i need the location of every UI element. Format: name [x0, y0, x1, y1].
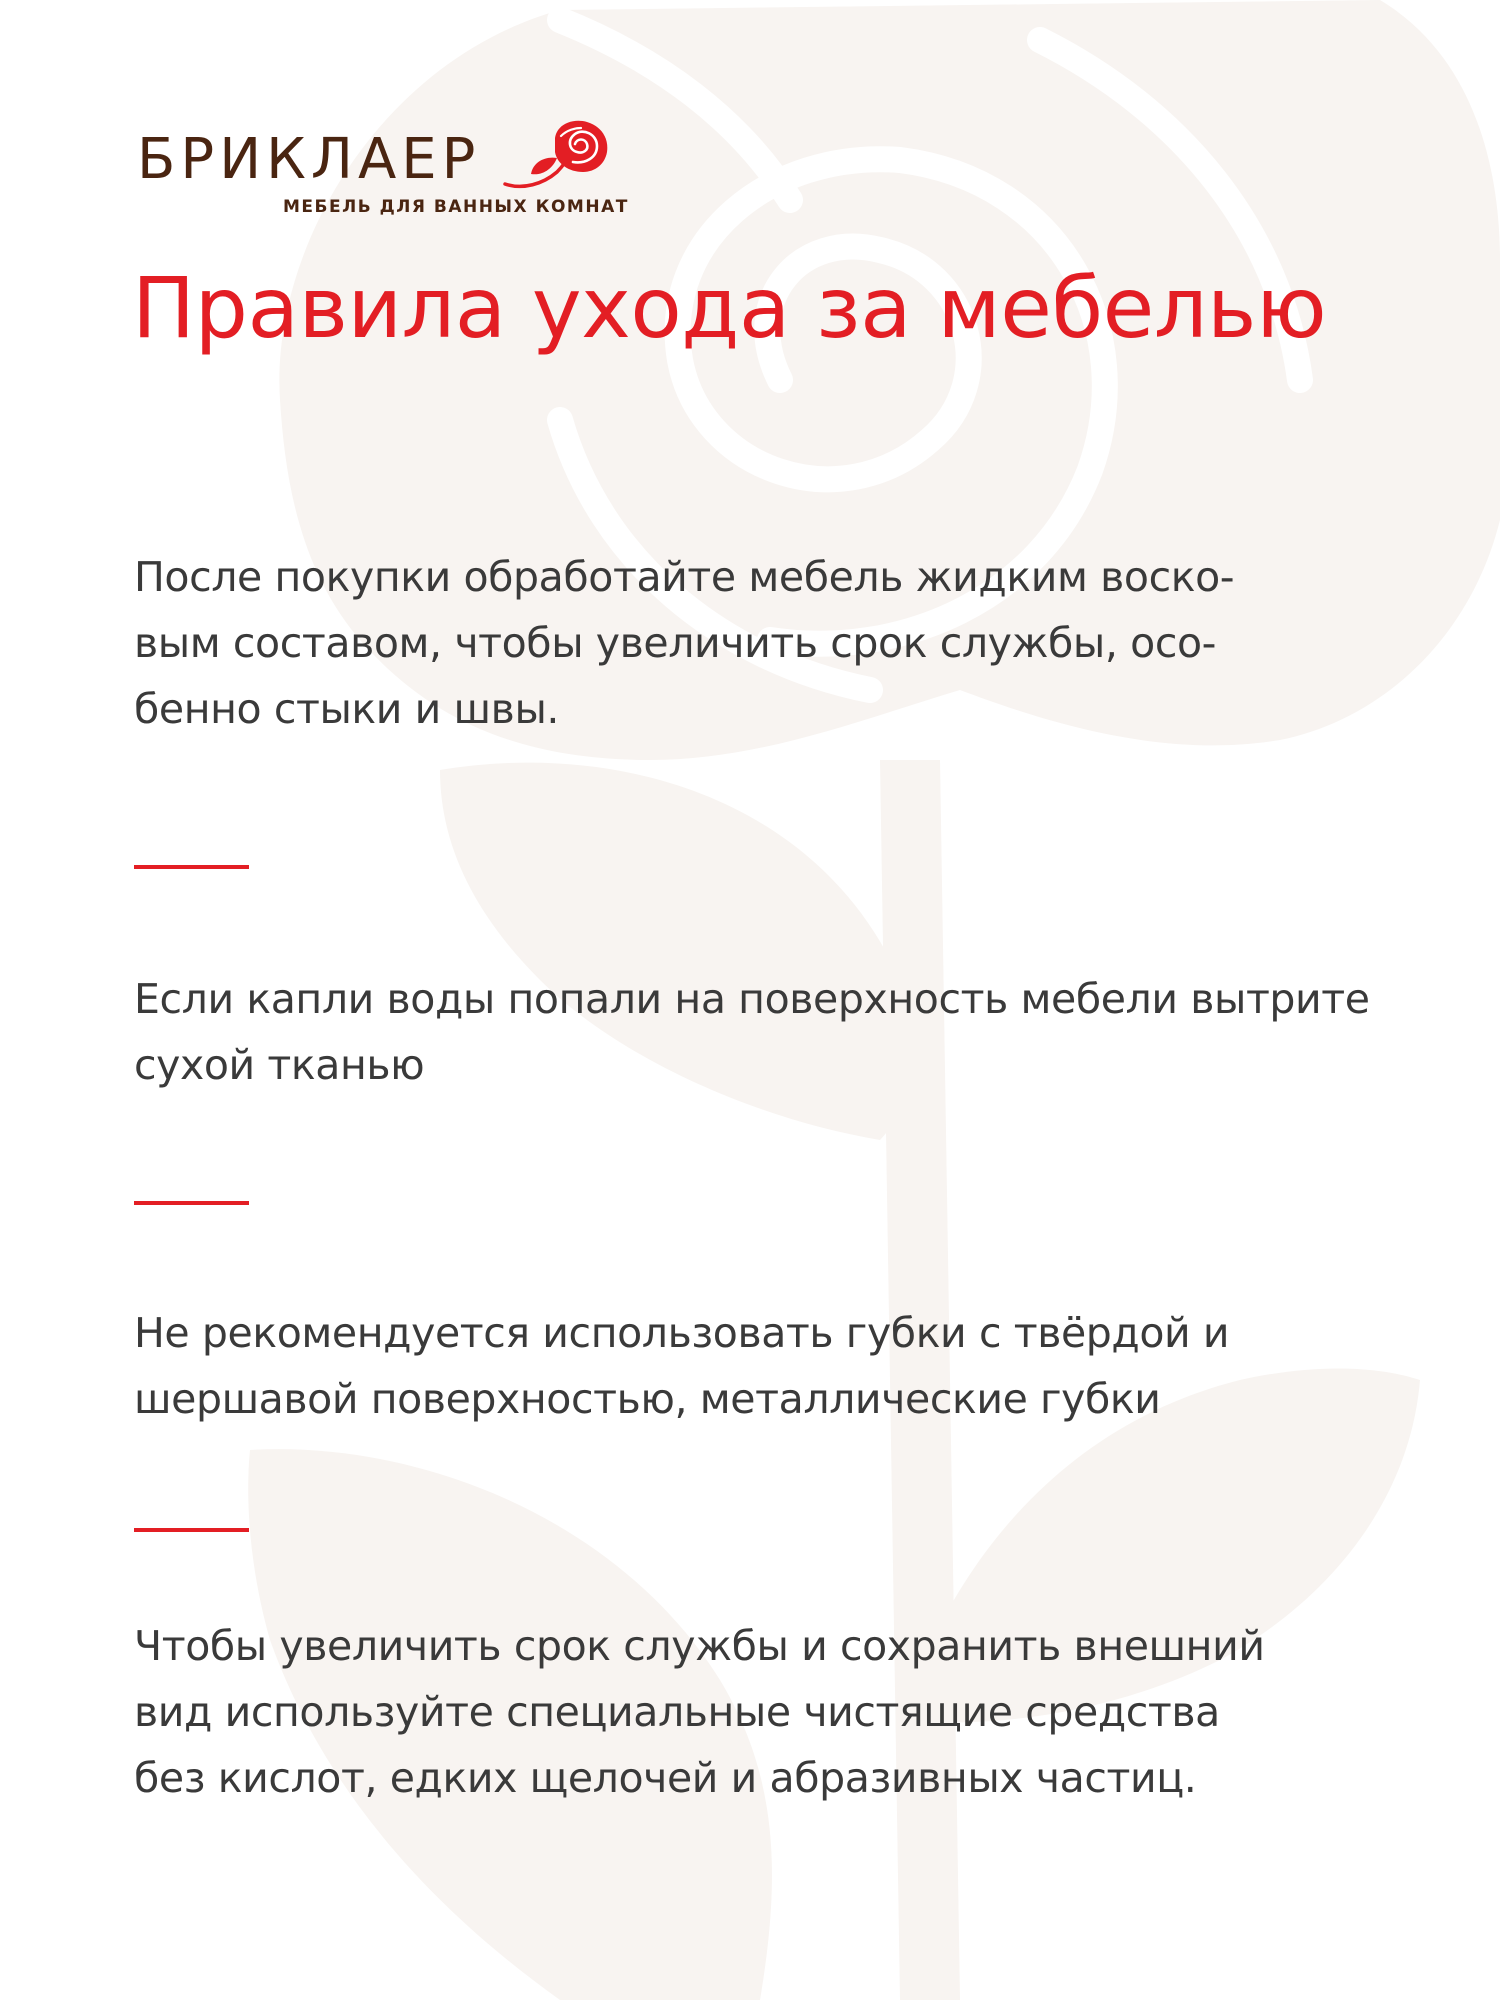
tip-4	[134, 1613, 1464, 1811]
divider-2	[134, 1201, 249, 1205]
tip-1-line-2: вым составом, чтобы увеличить срок службы, осо-	[134, 619, 1217, 667]
tip-1-line-3: бенно стыки и швы.	[134, 685, 560, 733]
brand-tagline: МЕБЕЛЬ ДЛЯ ВАННЫХ КОМНАТ	[283, 197, 629, 217]
tip-2-line-2: сухой тканью	[134, 1041, 425, 1089]
tip-4-line-3: без кислот, едких щелочей и абразивных частиц.	[134, 1754, 1197, 1802]
tip-1	[134, 544, 1464, 742]
tip-4-line-2: вид используйте специальные чистящие средства	[134, 1688, 1220, 1736]
brand-logo	[137, 118, 629, 228]
tip-2-line-1: Если капли воды попали на поверхность мебели вытрите	[134, 975, 1370, 1023]
page-title: Правила ухода за мебелью	[132, 259, 1327, 357]
tip-2	[134, 966, 1464, 1098]
divider-1	[134, 865, 249, 869]
brand-name: БРИКЛАЕР	[137, 127, 481, 192]
divider-3	[134, 1528, 249, 1532]
tip-3-line-1: Не рекомендуется использовать губки с твёрдой и	[134, 1309, 1230, 1357]
tip-1-line-1: После покупки обработайте мебель жидким воско-	[134, 553, 1235, 601]
tip-3	[134, 1300, 1464, 1432]
tip-3-line-2: шершавой поверхностью, металлические губки	[134, 1375, 1161, 1423]
rose-icon	[503, 118, 611, 190]
tip-4-line-1: Чтобы увеличить срок службы и сохранить внешний	[134, 1622, 1265, 1670]
